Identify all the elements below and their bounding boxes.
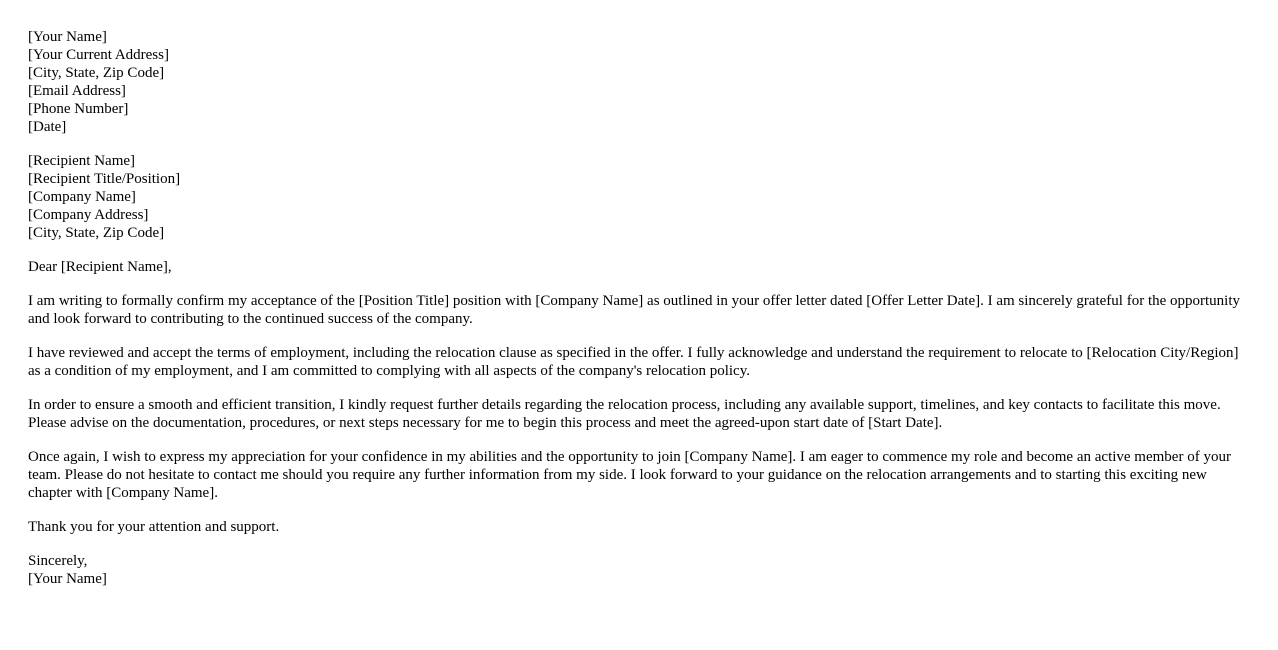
body-paragraph-relocation-terms: I have reviewed and accept the terms of employment, including the relocation clause as specified in the offer. I fully acknowledge and understand the requirement to relocate to [Relocation City/Region] as a condition of my employment, and I am committed to complying with all aspects of the company's relocation policy. [28,345,1239,379]
body-paragraph-relocation-request: In order to ensure a smooth and efficient transition, I kindly request further details regarding the relocation process, including any available support, timelines, and key contacts to facilitate this move. Please advise on the documentation, procedures, or next steps necessary for me to begin this process and meet the agreed-upon start date of [Start Date]. [28,397,1221,431]
body-paragraph-thanks: Thank you for your attention and support. [28,519,280,535]
body-paragraph-appreciation: Once again, I wish to express my appreciation for your confidence in my abilities and the opportunity to join [Company Name]. I am eager to commence my role and become an active member of your team. Please do not hesitate to contact me should you require any further information from my side. I look forward to your guidance on the relocation arrangements and to starting this exciting new chapter with [Company Name]. [28,449,1231,501]
closing-block [28,552,1250,588]
sender-city-state-zip: [City, State, Zip Code] [28,65,165,81]
valediction: Sincerely, [28,553,88,569]
sender-phone: [Phone Number] [28,101,129,117]
salutation: Dear [Recipient Name], [28,259,172,275]
letter-date: [Date] [28,119,67,135]
sender-address: [Your Current Address] [28,47,169,63]
sender-name: [Your Name] [28,29,107,45]
signature-name: [Your Name] [28,571,107,587]
recipient-city-state-zip: [City, State, Zip Code] [28,225,165,241]
sender-email: [Email Address] [28,83,126,99]
letter-document [28,28,1250,604]
recipient-company: [Company Name] [28,189,136,205]
recipient-title: [Recipient Title/Position] [28,171,181,187]
sender-address-block [28,28,1250,136]
body-paragraph-acceptance: I am writing to formally confirm my acceptance of the [Position Title] position with [Company Name] as outlined in your offer letter dated [Offer Letter Date]. I am sincerely grateful for the opportunity and look forward to contributing to the continued success of the company. [28,293,1241,327]
recipient-address-block [28,152,1250,242]
recipient-name: [Recipient Name] [28,153,136,169]
recipient-company-address: [Company Address] [28,207,149,223]
